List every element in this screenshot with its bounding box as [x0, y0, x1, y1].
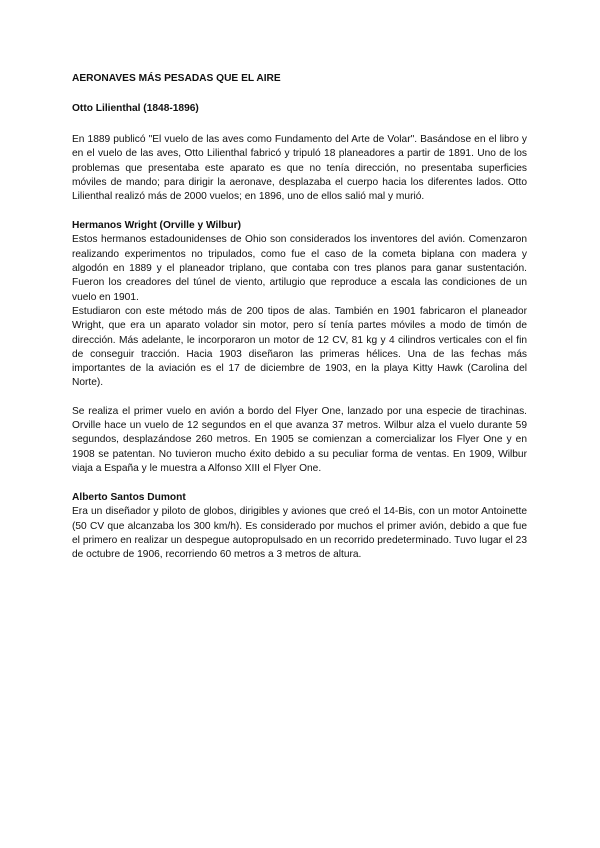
- paragraph-wright-3: Se realiza el primer vuelo en avión a bordo del Flyer One, lanzado por una especie de tirachinas. Orville hace un vuelo de 12 segundos en el que avanza 37 metros. Wilbur alza el vuelo durante 59 segundos, desplazándose 260 metros. En 1905 se comienzan a comercializar los Flyer One y en 1908 se patentan. No tuvieron mucho éxito debido a su peculiar forma de ventas. En 1909, Wilbur viaja a España y le muestra a Alfonso XIII el Flyer One.: [72, 405, 527, 474]
- section-santos-dumont: [72, 491, 527, 562]
- section-heading-santos-dumont: Alberto Santos Dumont: [72, 492, 186, 504]
- section-lilienthal: [72, 102, 527, 204]
- section-wright: [72, 219, 527, 476]
- section-heading-lilienthal: Otto Lilienthal (1848-1896): [72, 103, 199, 114]
- paragraph-santos-dumont-1: Era un diseñador y piloto de globos, dirigibles y aviones que creó el 14-Bis, con un motor Antoinette (50 CV que alcanzaba los 300 km/h). Es considerado por muchos el primer avión, debido a que fue el primero en realizar un despegue autopropulsado en un recorrido predeterminado. Tuvo lugar el 23 de octubre de 1906, recorriendo 60 metros a 3 metros de altura.: [72, 506, 527, 561]
- document-page: [72, 72, 527, 562]
- document-title: AERONAVES MÁS PESADAS QUE EL AIRE: [72, 73, 281, 84]
- paragraph-wright-1: Estos hermanos estadounidenses de Ohio son considerados los inventores del avión. Comenzaron realizando experimentos no tripulados, como fue el caso de la cometa biplana con madera y algodón en 1889 y el planeador triplano, que contaba con tres planos para ganar sustentación. Fueron los creadores del túnel de viento, artilugio que reproduce a escala las condiciones de un vuelo en 1901.: [72, 234, 527, 303]
- section-heading-wright: Hermanos Wright (Orville y Wilbur): [72, 220, 241, 232]
- paragraph-wright-2: Estudiaron con este método más de 200 tipos de alas. También en 1901 fabricaron el planeador Wright, que era un aparato volador sin motor, pero sí tenía partes móviles a modo de timón de dirección. Más adelante, le incorporaron un motor de 12 CV, 81 kg y 4 cilindros verticales con el fin de conseguir tracción. Hacia 1903 diseñaron las primeras hélices. Una de las fechas más importantes de la aviación es el 17 de diciembre de 1903, en la playa Kitty Hawk (Carolina del Norte).: [72, 305, 527, 389]
- paragraph-lilienthal-1: En 1889 publicó "El vuelo de las aves como Fundamento del Arte de Volar". Basándose en el libro y en el vuelo de las aves, Otto Lilienthal fabricó y tripuló 18 planeadores a partir de 1891. Uno de los problemas que presentaba este aparato es que no tenía dirección, no presentaba superficies móviles de mando; para dirigir la aeronave, desplazaba el cuerpo hacia los diferentes lados. Otto Lilienthal realizó más de 2000 vuelos; en 1896, uno de ellos salió mal y murió.: [72, 134, 527, 203]
